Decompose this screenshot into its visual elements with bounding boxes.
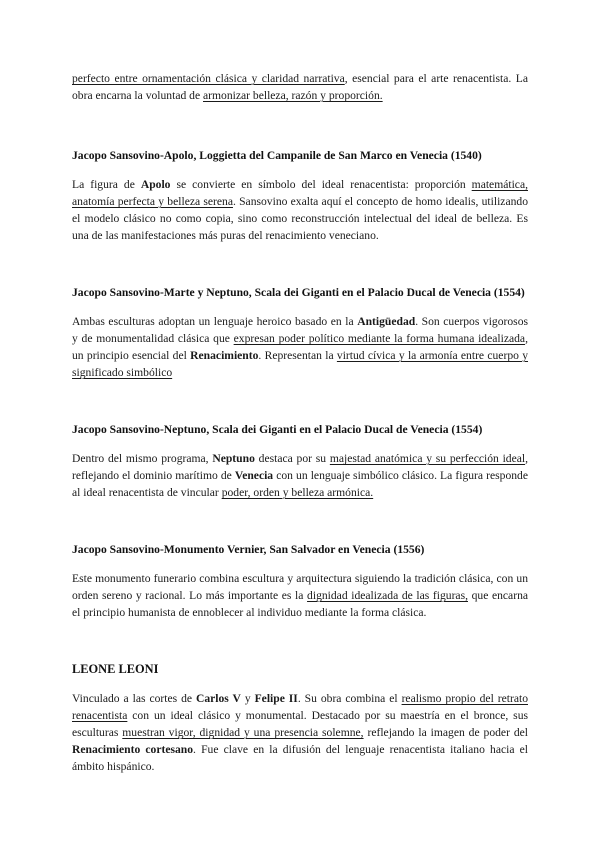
text-run: . Son cuerpos vigorosos y de monumentalidad clásica que (72, 315, 529, 345)
entry-paragraph (72, 570, 528, 621)
text-run: . Sansovino exalta aquí el concepto de homo idealis, utilizando el modelo clásico no como copia, sino como reconstrucción intelectual del ideal de belleza. Es una de las manifestaciones más puras del renacimiento veneciano. (72, 195, 528, 242)
underlined-text: realismo propio del retrato renacentista (72, 692, 528, 722)
bold-text: Antigüedad (357, 315, 416, 328)
underlined-text: muestran vigor, dignidad y una presencia solemne, (122, 726, 364, 739)
text-run: se convierte en símbolo del ideal renacentista: proporción (170, 178, 472, 191)
text-run: , reflejando el dominio marítimo de (72, 452, 529, 482)
bold-text: Felipe II (254, 692, 298, 705)
bold-text: Renacimiento (190, 349, 259, 362)
text-run: La figura de (72, 178, 141, 191)
underlined-text: poder, orden y belleza armónica. (221, 486, 374, 499)
bold-text: Apolo (140, 178, 171, 191)
text-run: reflejando la imagen de poder del (363, 726, 528, 739)
text-run: destaca por su (254, 452, 330, 465)
underlined-text: dignidad idealizada de las figuras, (307, 589, 468, 602)
bold-text: Venecia (234, 469, 274, 482)
text-run: que encarna el principio humanista de ennoblecer al individuo mediante la forma clásica. (72, 589, 529, 619)
text-run: Dentro del mismo programa, (72, 452, 213, 465)
section-paragraph (72, 690, 528, 775)
entry-title: Jacopo Sansovino-Apolo, Loggietta del Campanile de San Marco en Venecia (1540) (72, 149, 482, 162)
text-run: Este monumento funerario combina escultura y arquitectura siguiendo la tradición clásica, con un orden sereno y racional. Lo más importante es la (72, 572, 528, 602)
entry-title: Jacopo Sansovino-Marte y Neptuno, Scala dei Giganti en el Palacio Ducal de Venecia (1554) (72, 286, 525, 299)
entry-paragraph (72, 313, 528, 381)
text-run: con un lenguaje simbólico clásico. La figura responde al ideal renacentista de vincular (72, 469, 528, 499)
entry-title: Jacopo Sansovino-Monumento Vernier, San Salvador en Venecia (1556) (72, 543, 425, 556)
text-run: Ambas esculturas adoptan un lenguaje heroico basado en la (72, 315, 358, 328)
underlined-text: majestad anatómica y su perfección ideal (329, 452, 526, 465)
bold-text: Neptuno (212, 452, 255, 465)
text-run: . Representan la (258, 349, 337, 362)
entry-monumento-vernier (72, 541, 528, 621)
entry-marte-neptuno (72, 284, 528, 381)
bold-text: Renacimiento cortesano (72, 743, 194, 756)
underlined-text: armonizar belleza, razón y proporción. (203, 89, 383, 102)
entry-paragraph (72, 176, 528, 244)
section-heading: LEONE LEONI (72, 662, 159, 676)
text-run: . Fue clave en la difusión del lenguaje renacentista italiano hacia el ámbito hispánico. (72, 743, 528, 773)
text-run: , un principio esencial del (72, 332, 528, 362)
text-run: con un ideal clásico y monumental. Destacado por su maestría en el bronce, sus esculturas (72, 709, 528, 739)
entry-paragraph (72, 450, 528, 501)
text-run: . Su obra combina el (297, 692, 402, 705)
underlined-text: expresan poder político mediante la forma humana idealizada (233, 332, 526, 345)
document-page (72, 70, 528, 775)
underlined-text: virtud cívica y la armonía entre cuerpo y significado simbólico (72, 349, 529, 379)
text-run: y (240, 692, 255, 705)
underlined-text: matemática, anatomía perfecta y belleza serena (72, 178, 528, 208)
entry-apolo (72, 147, 528, 244)
underlined-text: perfecto entre ornamentación clásica y claridad narrativa (72, 72, 345, 85)
text-run: Vinculado a las cortes de (72, 692, 196, 705)
bold-text: Carlos V (195, 692, 241, 705)
section-leone-leoni (72, 661, 528, 775)
text-run: , esencial para el arte renacentista. La obra encarna la voluntad de (72, 72, 528, 102)
entry-title: Jacopo Sansovino-Neptuno, Scala dei Giganti en el Palacio Ducal de Venecia (1554) (72, 423, 483, 436)
intro-paragraph (72, 70, 528, 104)
entry-neptuno (72, 421, 528, 501)
